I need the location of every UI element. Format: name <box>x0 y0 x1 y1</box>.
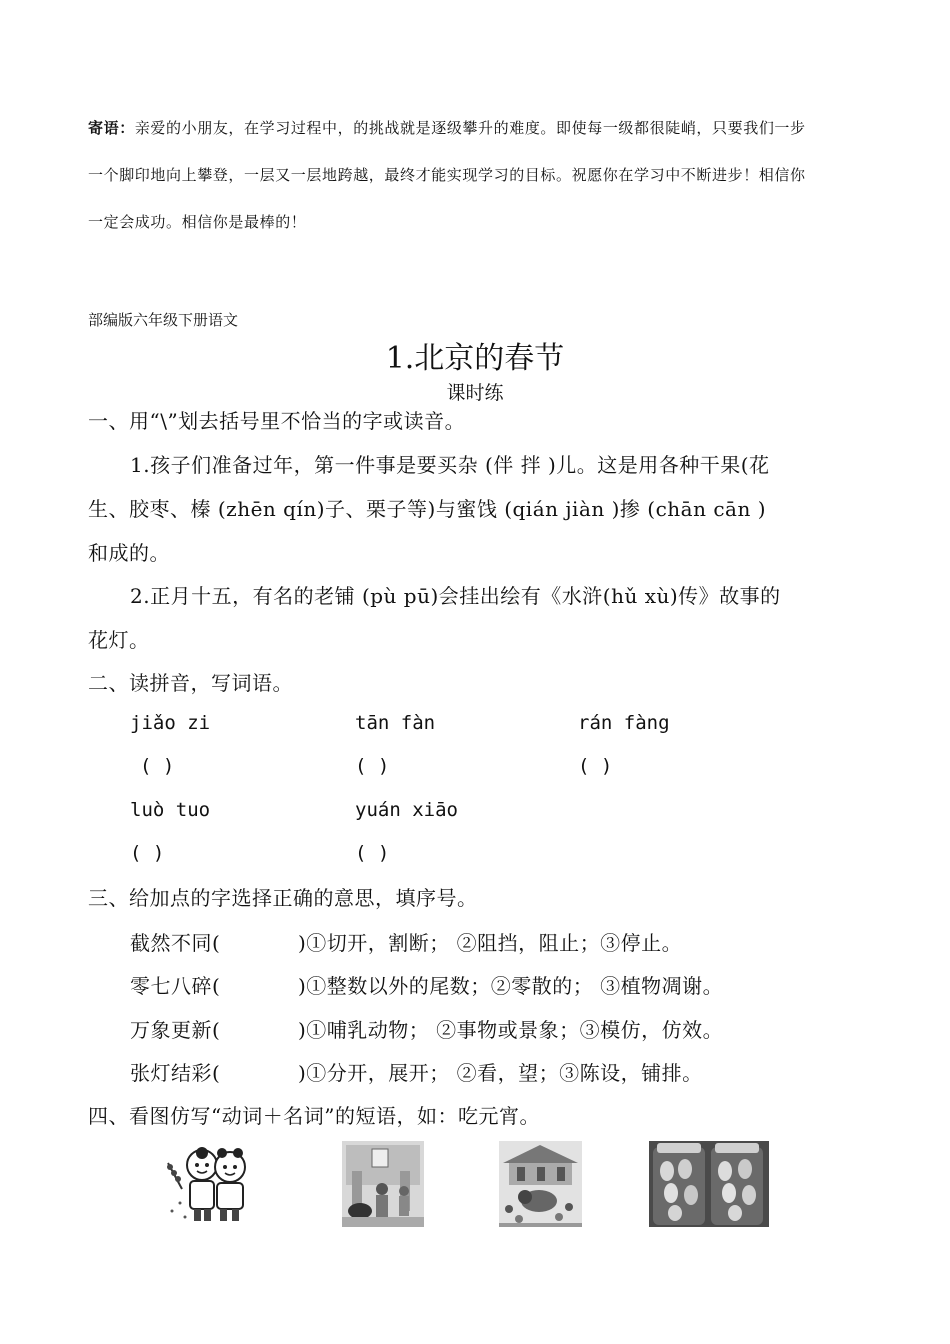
greeting-text-1: 亲爱的小朋友，在学习过程中，的挑战就是逐级攀升的难度。即使每一级都很陡峭，只要我们一步 <box>134 119 806 137</box>
laba-garlic-picture <box>649 1141 769 1227</box>
section-3-heading: 三、给加点的字选择正确的意思，填序号。 <box>88 886 478 910</box>
answer-blank[interactable]: ( ) <box>578 755 613 777</box>
item-options: )①分开，展开； ②看，望；③陈设，铺排。 <box>298 1061 703 1085</box>
q2-line-2: 花灯。 <box>88 628 150 652</box>
section-4-heading: 四、看图仿写“动词＋名词”的短语，如：吃元宵。 <box>88 1104 540 1128</box>
item-options: )①哺乳动物； ②事物或景象；③模仿，仿效。 <box>298 1018 724 1042</box>
pinyin-5: yuán xiāo <box>355 799 458 821</box>
item-word: 零七八碎( <box>130 974 221 998</box>
q1-line-2: 生、胶枣、榛 (zhēn qín)子、栗子等)与蜜饯 (qián jiàn )掺 (chān cān ) <box>88 497 766 521</box>
item-word: 万象更新( <box>130 1018 221 1042</box>
q2-line-1: 2.正月十五，有名的老铺 (pù pū)会挂出绘有《水浒(hǔ xù)传》故事的 <box>130 584 781 608</box>
item-word: 张灯结彩( <box>130 1061 221 1085</box>
pinyin-4: luò tuo <box>130 799 211 821</box>
item-options: )①整数以外的尾数；②零散的； ③植物凋谢。 <box>298 974 724 998</box>
greeting-line-2: 一个脚印地向上攀登，一层又一层地跨越，最终才能实现学习的目标。祝愿你在学习中不断进步！相信你 <box>88 166 806 184</box>
pinyin-3: rán fàng <box>578 712 670 734</box>
greeting-line-1 <box>88 117 806 138</box>
q1-line-1: 1.孩子们准备过年，第一件事是要买杂 (伴 拌 )儿。这是用各种干果(花 <box>130 453 770 477</box>
paste-couplets-picture <box>342 1141 424 1227</box>
item-word: 截然不同( <box>130 931 221 955</box>
answer-blank[interactable]: ( ) <box>140 755 175 777</box>
greeting-line-3: 一定会成功。相信你是最棒的！ <box>88 213 307 231</box>
pinyin-1: jiǎo zi <box>130 712 211 734</box>
q1-line-3: 和成的。 <box>88 541 170 565</box>
edition-label: 部编版六年级下册语文 <box>88 311 239 329</box>
section-2-heading: 二、读拼音，写词语。 <box>88 671 293 695</box>
pinyin-2: tān fàn <box>355 712 436 734</box>
page-title: 1.北京的春节 <box>385 341 565 376</box>
greeting-label: 寄语： <box>88 119 135 137</box>
item-options: )①切开，割断； ②阻挡，阻止；③停止。 <box>298 931 683 955</box>
answer-blank[interactable]: ( ) <box>355 842 390 864</box>
section-1-heading: 一、用“\”划去括号里不恰当的字或读音。 <box>88 409 466 433</box>
lion-dance-picture <box>499 1141 582 1227</box>
answer-blank[interactable]: ( ) <box>355 755 390 777</box>
children-firecracker-picture <box>160 1141 260 1227</box>
answer-blank[interactable]: ( ) <box>130 842 165 864</box>
page-subtitle: 课时练 <box>446 382 504 404</box>
